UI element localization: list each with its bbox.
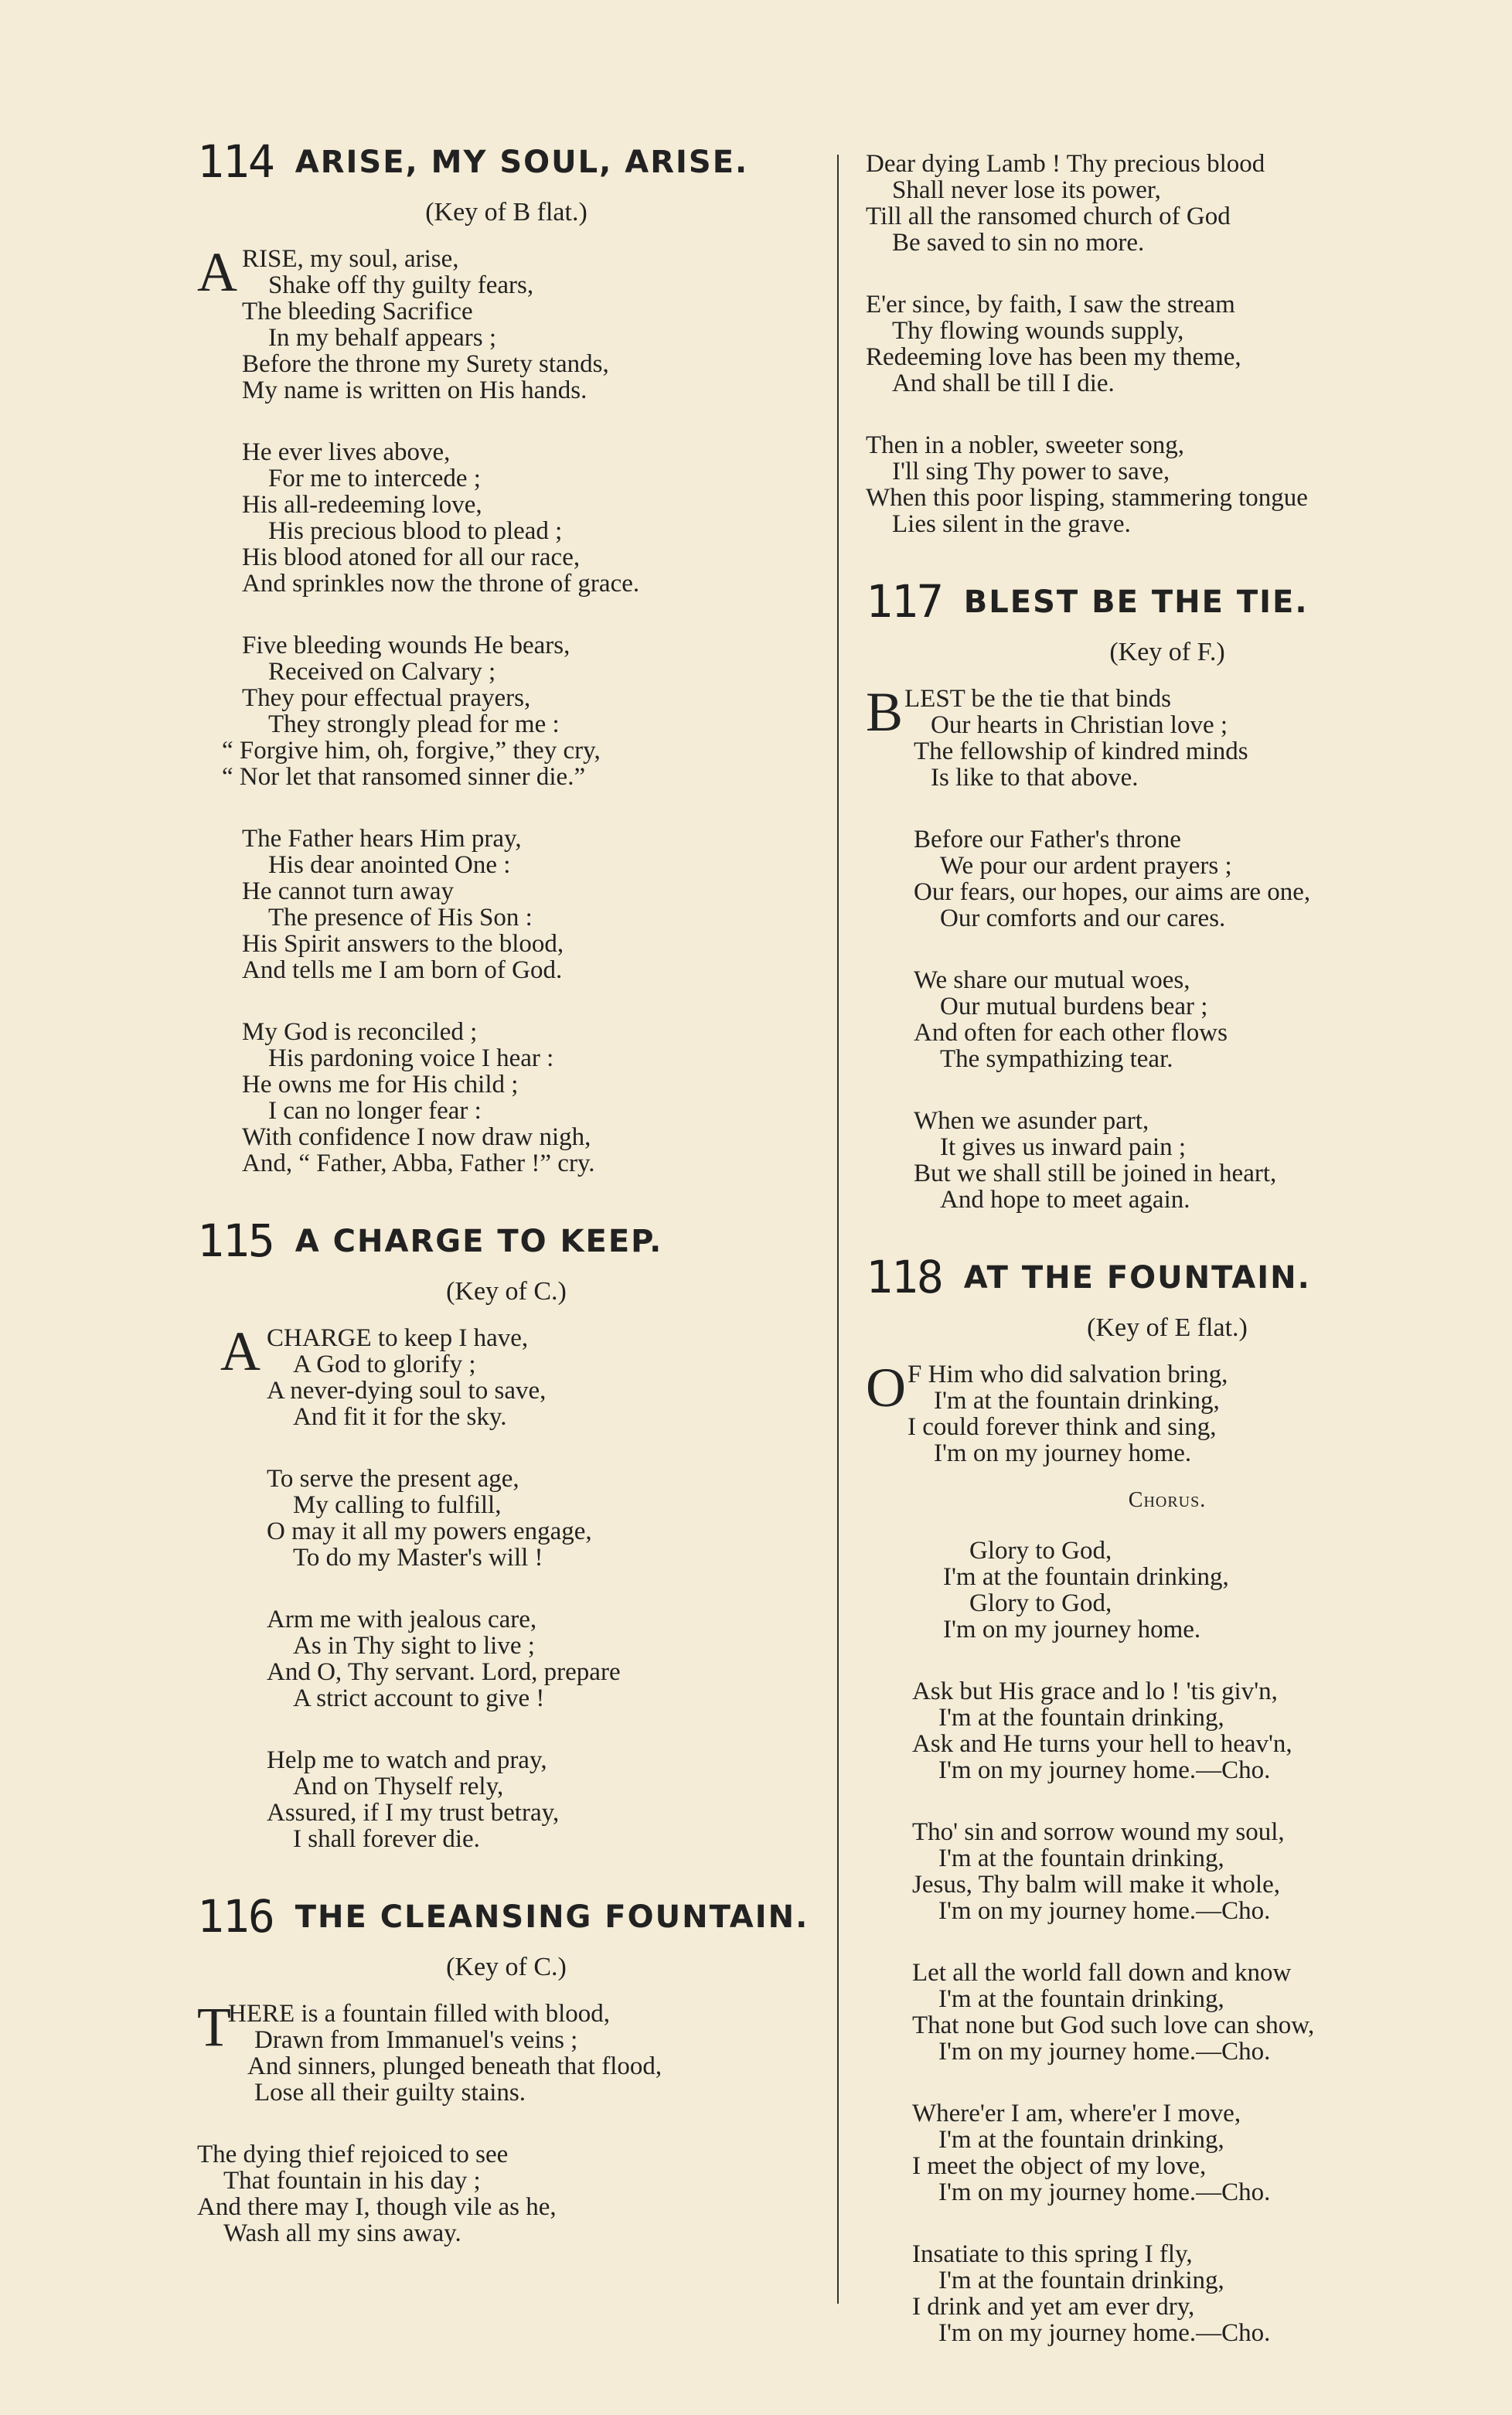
chorus-label: Chorus. xyxy=(1128,1488,1207,1512)
verse-line: RISE, my soul, arise, xyxy=(242,245,459,273)
verse-line: I'm at the fountain drinking, xyxy=(938,1985,1224,2013)
verse-line: I'm on my journey home.—Cho. xyxy=(938,1897,1271,1925)
verse-line: Shall never lose its power, xyxy=(892,176,1161,204)
hymn-key: (Key of C.) xyxy=(446,1953,567,1981)
stanza xyxy=(197,1019,816,1177)
verse-line: For me to intercede ; xyxy=(268,465,481,492)
verse-line: Thy flowing wounds supply, xyxy=(892,317,1184,345)
hymn-title: THE CLEANSING FOUNTAIN. xyxy=(295,1899,809,1935)
drop-cap: A xyxy=(220,1320,261,1382)
verse-line: I could forever think and sing, xyxy=(908,1413,1217,1441)
hymn-118 xyxy=(866,1251,1469,2347)
verse-line: His pardoning voice I hear : xyxy=(268,1044,554,1072)
stanza xyxy=(197,1466,816,1571)
verse-line: I'm on my journey home.—Cho. xyxy=(938,2038,1271,2066)
stanza xyxy=(866,1960,1469,2065)
verse-line: HERE is a fountain filled with blood, xyxy=(228,2000,611,2028)
verse-line: The presence of His Son : xyxy=(268,904,533,932)
hymn-title: BLEST BE THE TIE. xyxy=(963,584,1309,620)
verse-line: As in Thy sight to live ; xyxy=(293,1632,535,1660)
hymn-key: (Key of B flat.) xyxy=(425,198,587,227)
verse-line: I'm at the fountain drinking, xyxy=(938,2267,1224,2294)
verse-line: Tho' sin and sorrow wound my soul, xyxy=(912,1818,1285,1846)
verse-line: Before the throne my Surety stands, xyxy=(242,350,609,378)
verse-line: Our hearts in Christian love ; xyxy=(931,711,1228,739)
stanza xyxy=(197,1747,816,1852)
chorus xyxy=(866,1538,1469,1643)
verse-line: I shall forever die. xyxy=(293,1825,480,1853)
verse-line: Help me to watch and pray, xyxy=(267,1746,547,1774)
verse-line: The bleeding Sacrifice xyxy=(242,298,473,325)
drop-cap: O xyxy=(866,1357,906,1419)
verse-line: Before our Father's throne xyxy=(914,826,1181,853)
verse-line: Dear dying Lamb ! Thy precious blood xyxy=(866,150,1265,178)
verse-line: I'm at the fountain drinking, xyxy=(938,1704,1224,1732)
hymn-header xyxy=(197,1890,816,1943)
verse-line: I'm at the fountain drinking, xyxy=(938,2126,1224,2154)
verse-line: But we shall still be joined in heart, xyxy=(914,1160,1277,1187)
verse-line: Redeeming love has been my theme, xyxy=(866,343,1241,371)
hymn-number: 118 xyxy=(866,1251,942,1303)
verse-line: Glory to God, xyxy=(969,1537,1112,1565)
hymn-title: A CHARGE TO KEEP. xyxy=(295,1224,663,1259)
verse-line: Let all the world fall down and know xyxy=(912,1959,1292,1987)
verse-line: Received on Calvary ; xyxy=(268,658,496,686)
verse-line: I'm on my journey home. xyxy=(934,1439,1192,1467)
verse-line: O may it all my powers engage, xyxy=(267,1517,592,1545)
verse-line: And tells me I am born of God. xyxy=(242,956,563,984)
hymn-title: ARISE, MY SOUL, ARISE. xyxy=(295,145,749,180)
verse-line: Our comforts and our cares. xyxy=(940,904,1226,932)
verse-line: Ask but His grace and lo ! 'tis giv'n, xyxy=(912,1678,1278,1705)
verse-line: My name is written on His hands. xyxy=(242,376,587,404)
hymn-number: 115 xyxy=(197,1214,274,1267)
verse-line: He owns me for His child ; xyxy=(242,1071,519,1099)
verse-line: And shall be till I die. xyxy=(892,370,1115,397)
stanza xyxy=(197,632,816,790)
stanza xyxy=(866,291,1469,397)
verse-line: Glory to God, xyxy=(969,1589,1112,1617)
verse-line: A never-dying soul to save, xyxy=(267,1377,547,1405)
verse-line: The fellowship of kindred minds xyxy=(914,737,1248,765)
verse-line: Lies silent in the grave. xyxy=(892,510,1131,538)
hymn-116-continued xyxy=(866,151,1469,537)
right-column xyxy=(866,151,1469,2388)
verse-line: A strict account to give ! xyxy=(293,1684,545,1712)
stanza xyxy=(866,1819,1469,1924)
stanza xyxy=(866,2100,1469,2206)
drop-cap: B xyxy=(866,681,904,743)
verse-line: And fit it for the sky. xyxy=(293,1403,507,1431)
verse-line: That fountain in his day ; xyxy=(223,2167,481,2195)
verse-line: And O, Thy servant. Lord, prepare xyxy=(267,1658,621,1686)
verse-line: With confidence I now draw nigh, xyxy=(242,1123,591,1151)
verse-line: The sympathizing tear. xyxy=(940,1045,1173,1073)
hymn-header xyxy=(866,575,1469,628)
hymn-key: (Key of F.) xyxy=(1109,638,1225,666)
verse-line: And there may I, though vile as he, xyxy=(197,2193,557,2221)
verse-line: And, “ Father, Abba, Father !” cry. xyxy=(242,1150,595,1177)
hymn-117 xyxy=(866,575,1469,1214)
verse-line: Ask and He turns your hell to heav'n, xyxy=(912,1730,1292,1758)
verse-line: To do my Master's will ! xyxy=(293,1544,543,1572)
stanza xyxy=(197,1606,816,1712)
verse-line: Jesus, Thy balm will make it whole, xyxy=(912,1871,1281,1899)
verse-line: My God is reconciled ; xyxy=(242,1018,478,1046)
verse-line: And hope to meet again. xyxy=(940,1186,1190,1214)
stanza xyxy=(197,241,816,404)
verse-line: “ Nor let that ransomed sinner die.” xyxy=(222,763,586,791)
verse-line: We share our mutual woes, xyxy=(914,966,1190,994)
verse-line: And on Thyself rely, xyxy=(293,1773,504,1800)
hymn-number: 116 xyxy=(197,1890,274,1943)
verse-line: In my behalf appears ; xyxy=(268,324,497,352)
verse-line: I'm on my journey home.—Cho. xyxy=(938,2319,1271,2347)
verse-line: And sprinkles now the throne of grace. xyxy=(242,570,640,598)
verse-line: Arm me with jealous care, xyxy=(267,1606,537,1633)
drop-cap: A xyxy=(197,241,237,303)
verse-line: A God to glorify ; xyxy=(293,1351,476,1378)
stanza xyxy=(866,826,1469,932)
verse-line: They strongly plead for me : xyxy=(268,710,560,738)
verse-line: I can no longer fear : xyxy=(268,1097,482,1125)
verse-line: E'er since, by faith, I saw the stream xyxy=(866,291,1235,318)
hymn-header xyxy=(197,135,816,188)
hymn-115 xyxy=(197,1214,816,1853)
verse-line: I'm at the fountain drinking, xyxy=(934,1387,1220,1415)
hymn-header xyxy=(197,1214,816,1267)
verse-line: Be saved to sin no more. xyxy=(892,229,1145,257)
verse-line: And sinners, plunged beneath that flood, xyxy=(247,2052,662,2080)
stanza xyxy=(197,1320,816,1431)
verse-line: We pour our ardent prayers ; xyxy=(940,852,1232,880)
verse-line: I'm at the fountain drinking, xyxy=(938,1844,1224,1872)
verse-line: It gives us inward pain ; xyxy=(940,1133,1187,1161)
verse-line: I meet the object of my love, xyxy=(912,2152,1207,2180)
stanza xyxy=(866,151,1469,256)
stanza xyxy=(866,1108,1469,1213)
verse-line: His all-redeeming love, xyxy=(242,491,482,519)
verse-line: Five bleeding wounds He bears, xyxy=(242,632,570,659)
verse-line: The dying thief rejoiced to see xyxy=(197,2141,509,2168)
verse-line: His dear anointed One : xyxy=(268,851,511,879)
hymn-header xyxy=(866,1251,1469,1303)
verse-line: I'm on my journey home.—Cho. xyxy=(938,1756,1271,1784)
stanza xyxy=(866,681,1469,792)
verse-line: I drink and yet am ever dry, xyxy=(912,2293,1195,2321)
stanza xyxy=(197,439,816,597)
verse-line: I'm on my journey home. xyxy=(943,1616,1201,1643)
verse-line: My calling to fulfill, xyxy=(293,1491,502,1519)
stanza xyxy=(197,826,816,983)
verse-line: “ Forgive him, oh, forgive,” they cry, xyxy=(222,737,601,765)
verse-line: CHARGE to keep I have, xyxy=(267,1324,529,1352)
stanza xyxy=(866,1357,1469,1467)
verse-line: When we asunder part, xyxy=(914,1107,1149,1135)
verse-line: I'm on my journey home.—Cho. xyxy=(938,2178,1271,2206)
stanza xyxy=(197,1996,816,2107)
verse-line: And often for each other flows xyxy=(914,1019,1228,1047)
verse-line: I'm at the fountain drinking, xyxy=(943,1563,1229,1591)
verse-line: Lose all their guilty stains. xyxy=(254,2079,526,2107)
hymn-114 xyxy=(197,135,816,1177)
verse-line: Insatiate to this spring I fly, xyxy=(912,2240,1193,2268)
verse-line: That none but God such love can show, xyxy=(912,2011,1315,2039)
hymn-key: (Key of C.) xyxy=(446,1277,567,1306)
verse-line: Then in a nobler, sweeter song, xyxy=(866,431,1184,459)
verse-line: His precious blood to plead ; xyxy=(268,517,563,545)
drop-cap: T xyxy=(197,1996,231,2058)
verse-line: They pour effectual prayers, xyxy=(242,684,531,712)
verse-line: He cannot turn away xyxy=(242,877,454,905)
verse-line: His Spirit answers to the blood, xyxy=(242,930,564,958)
verse-line: Drawn from Immanuel's veins ; xyxy=(254,2026,578,2054)
verse-line: Till all the ransomed church of God xyxy=(866,203,1231,230)
verse-line: Our mutual burdens bear ; xyxy=(940,993,1208,1020)
left-column xyxy=(197,135,816,2288)
column-divider xyxy=(837,155,839,2304)
verse-line: When this poor lisping, stammering tongue xyxy=(866,484,1308,512)
stanza xyxy=(866,1678,1469,1783)
verse-line: LEST be the tie that binds xyxy=(904,685,1171,713)
verse-line: The Father hears Him pray, xyxy=(242,825,522,853)
verse-line: Wash all my sins away. xyxy=(223,2219,461,2247)
hymn-116 xyxy=(197,1890,816,2247)
stanza xyxy=(197,2141,816,2246)
verse-line: He ever lives above, xyxy=(242,438,451,466)
verse-line: Where'er I am, where'er I move, xyxy=(912,2100,1241,2127)
verse-line: Our fears, our hopes, our aims are one, xyxy=(914,878,1311,906)
stanza xyxy=(866,967,1469,1072)
stanza xyxy=(866,2241,1469,2346)
hymn-key: (Key of E flat.) xyxy=(1087,1313,1248,1342)
hymn-number: 117 xyxy=(866,575,942,628)
stanza xyxy=(866,432,1469,537)
verse-line: Shake off thy guilty fears, xyxy=(268,271,534,299)
verse-line: I'll sing Thy power to save, xyxy=(892,458,1170,485)
hymn-number: 114 xyxy=(197,135,274,188)
verse-line: Assured, if I my trust betray, xyxy=(267,1799,560,1827)
verse-line: His blood atoned for all our race, xyxy=(242,543,581,571)
verse-line: To serve the present age, xyxy=(267,1465,519,1493)
verse-line: Is like to that above. xyxy=(931,764,1139,792)
verse-line: F Him who did salvation bring, xyxy=(908,1361,1228,1388)
hymn-title: AT THE FOUNTAIN. xyxy=(963,1260,1311,1296)
